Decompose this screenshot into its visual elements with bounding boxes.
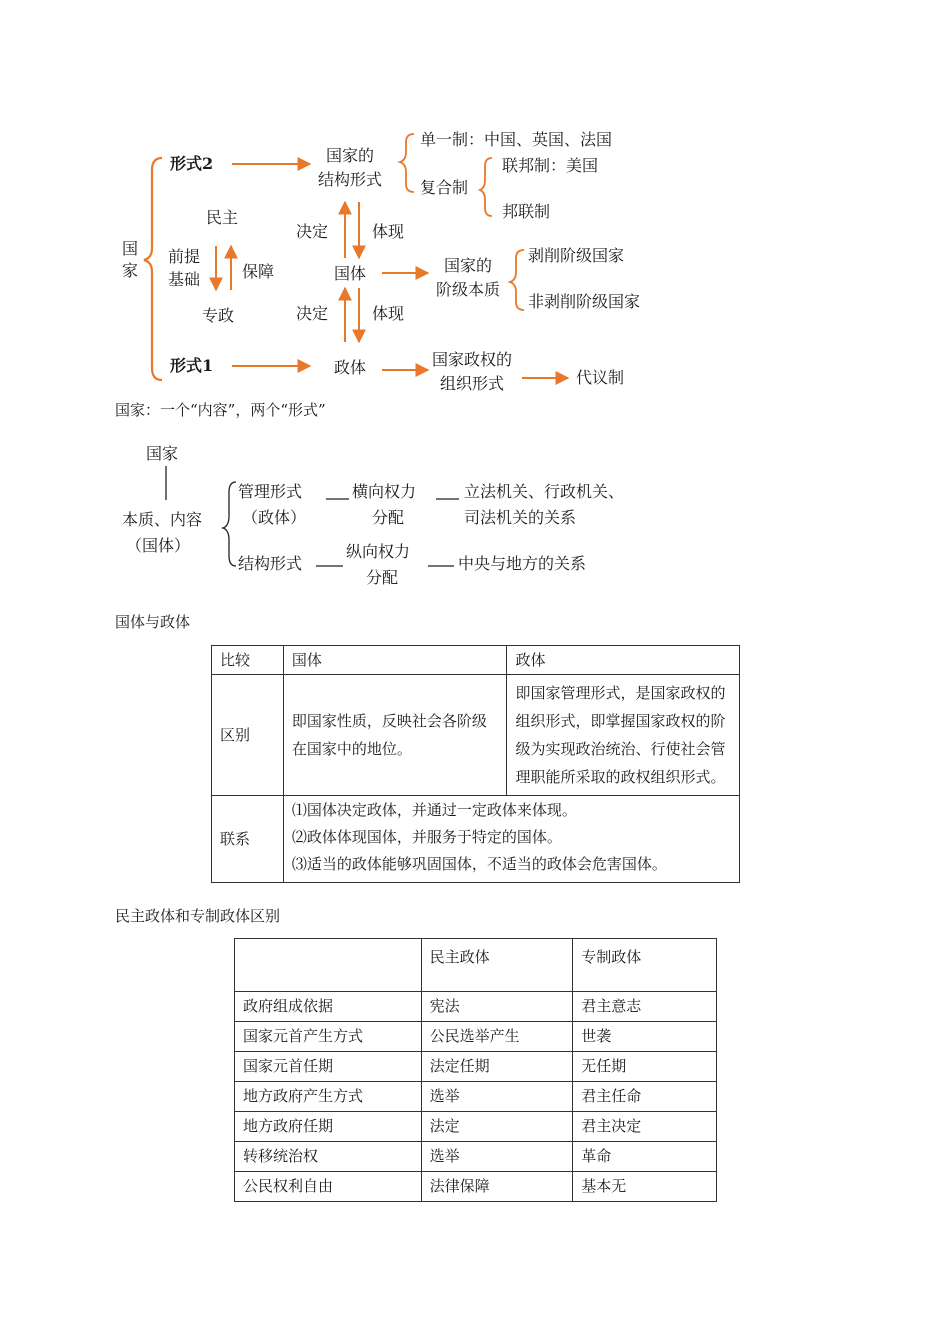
d2-zhengti-label: （政体） [242, 508, 307, 527]
d2-central-local: 中央与地方的关系 [458, 554, 587, 573]
d2-organs-line1: 立法机关、行政机关、 [464, 482, 625, 501]
header-cell [235, 939, 422, 992]
caption-1: 国家：一个“内容”，两个“形式” [115, 401, 326, 419]
daiyi-label: 代议制 [576, 368, 625, 387]
table-cell: 地方政府任期 [235, 1112, 422, 1142]
class-nature-line2: 阶级本质 [436, 280, 501, 299]
d2-guoti-label: （国体） [126, 536, 191, 555]
table-cell: 基本无 [573, 1172, 717, 1202]
table-cell: 公民选举产生 [421, 1022, 573, 1052]
d2-jiegou-label: 结构形式 [238, 554, 303, 573]
lianbang-label: 联邦制：美国 [502, 156, 599, 175]
table-cell: 选举 [421, 1082, 573, 1112]
table-row [235, 1022, 717, 1052]
jichu-label: 基础 [168, 270, 201, 289]
table-header-row [212, 646, 740, 675]
table-body [235, 992, 717, 1202]
d2-zongxiang-line2: 分配 [366, 568, 399, 587]
table-cell: 政府组成依据 [235, 992, 422, 1022]
table-cell: 国家元首任期 [235, 1052, 422, 1082]
guoti-zhengti-table [211, 645, 740, 883]
jueding-label-1: 决定 [296, 222, 329, 241]
form2-label: 形式2 [170, 154, 214, 173]
table-row [212, 675, 740, 796]
structure-form-line1: 国家的 [326, 146, 375, 165]
header-cell: 比较 [212, 646, 284, 675]
row-label: 联系 [212, 796, 284, 883]
table-cell: 地方政府产生方式 [235, 1082, 422, 1112]
table-row [235, 1082, 717, 1112]
danyi-label: 单一制：中国、英国、法国 [420, 130, 613, 149]
d2-guanli-label: 管理形式 [238, 482, 303, 501]
table-cell: 公民权利自由 [235, 1172, 422, 1202]
d2-hengxiang-line2: 分配 [372, 508, 405, 527]
d2-guojia-label: 国家 [146, 444, 179, 463]
banglian-label: 邦联制 [502, 202, 551, 221]
table-cell: 世袭 [573, 1022, 717, 1052]
link-item: ⑶适当的政体能够巩固国体，不适当的政体会危害国体。 [291, 855, 667, 873]
tixian-label-1: 体现 [372, 222, 405, 241]
d2-hengxiang-line1: 横向权力 [352, 482, 417, 501]
democracy-autocracy-table [234, 938, 717, 1202]
jueding-label-2: 决定 [296, 304, 329, 323]
header-cell: 民主政体 [421, 939, 573, 992]
table-cell: 法定任期 [421, 1052, 573, 1082]
table-cell [283, 796, 739, 883]
table-row [235, 1112, 717, 1142]
baozhang-label: 保障 [242, 262, 275, 281]
table-row [235, 992, 717, 1022]
table-cell: 即国家管理形式，是国家政权的组织形式，即掌握国家政权的阶级为实现政治统治、行使社会管理职能所采取的政权组织形式。 [507, 675, 740, 796]
header-cell: 国体 [283, 646, 507, 675]
table-cell: 君主意志 [573, 992, 717, 1022]
d2-organs-line2: 司法机关的关系 [464, 508, 577, 527]
table-row [212, 796, 740, 883]
minzhu-label: 民主 [206, 208, 239, 227]
feiboxue-label: 非剥削阶级国家 [528, 292, 641, 311]
table-header-row [235, 939, 717, 992]
guojia-label: 国家 [122, 239, 139, 280]
org-form-line2: 组织形式 [440, 374, 505, 393]
table-cell: 国家元首产生方式 [235, 1022, 422, 1052]
table-cell: 宪法 [421, 992, 573, 1022]
row-label: 区别 [212, 675, 284, 796]
table-cell: 革命 [573, 1142, 717, 1172]
table-row [235, 1052, 717, 1082]
form1-label: 形式1 [170, 356, 214, 375]
fuhe-label: 复合制 [420, 178, 469, 197]
table-cell: 转移统治权 [235, 1142, 422, 1172]
header-cell: 政体 [507, 646, 740, 675]
d2-benzhi-label: 本质、内容 [122, 510, 203, 529]
caption-3: 民主政体和专制政体区别 [115, 907, 281, 925]
tixian-label-2: 体现 [372, 304, 405, 323]
d2-zongxiang-line1: 纵向权力 [346, 542, 411, 561]
zhengti-label: 政体 [334, 358, 367, 377]
table-cell: 无任期 [573, 1052, 717, 1082]
table-cell: 选举 [421, 1142, 573, 1172]
header-cell: 专制政体 [573, 939, 717, 992]
form-brace [223, 482, 236, 566]
link-item: ⑵政体体现国体，并服务于特定的国体。 [291, 828, 562, 846]
table-cell: 君主决定 [573, 1112, 717, 1142]
guoti-label: 国体 [334, 264, 367, 283]
link-item: ⑴国体决定政体，并通过一定政体来体现。 [291, 801, 577, 819]
zhuanzheng-label: 专政 [202, 306, 235, 325]
table-row [235, 1142, 717, 1172]
structure-form-line2: 结构形式 [318, 170, 383, 189]
table-row [235, 1172, 717, 1202]
org-form-line1: 国家政权的 [432, 350, 513, 369]
boxue-label: 剥削阶级国家 [528, 246, 625, 265]
caption-2: 国体与政体 [115, 613, 191, 631]
table-cell: 君主任命 [573, 1082, 717, 1112]
table-cell: 法律保障 [421, 1172, 573, 1202]
qianti-label: 前提 [168, 247, 201, 266]
table-cell: 即国家性质，反映社会各阶级在国家中的地位。 [283, 675, 507, 796]
class-nature-line1: 国家的 [444, 256, 493, 275]
table-cell: 法定 [421, 1112, 573, 1142]
